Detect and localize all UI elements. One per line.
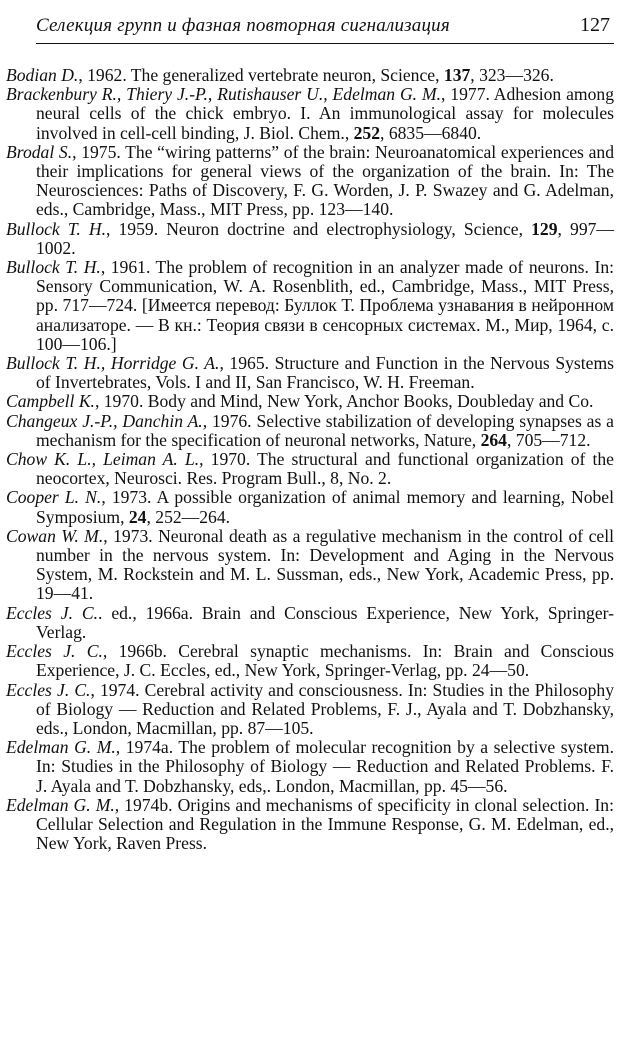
reference-entry (6, 258, 614, 354)
reference-text: , 705—712. (506, 429, 591, 450)
reference-entry (6, 527, 614, 604)
reference-author: Campbell K. (6, 391, 95, 412)
reference-volume: 137 (443, 65, 471, 85)
reference-volume: 252 (353, 122, 381, 143)
reference-text: , 1961. The problem of recognition in an analyzer made of neurons. In: Sensory Communication, W. A. Rosenblith, ed., Cambridge, Mass., MIT Press, pp. 717—724. [Имеется перевод: Буллок Т. Проблема узнавания в нейронном анализаторе. — В кн.: Теория связи в сенсорных системах. М., Мир, 1964, с. 100—106.] (36, 257, 615, 354)
reference-entry (6, 85, 614, 143)
reference-text: , 1974b. Origins and mechanisms of specificity in clonal selection. In: Cellular Selection and Regulation in the Immune Response, G. M. Edelman, ed., New York, Raven Press. (36, 794, 614, 854)
reference-entry (6, 392, 614, 411)
reference-entry (6, 488, 614, 526)
reference-entry (6, 220, 614, 258)
reference-entry (6, 354, 614, 392)
reference-text: , 1959. Neuron doctrine and electrophysiology, Science, (105, 218, 532, 239)
reference-author: Edelman G. M. (6, 737, 116, 758)
reference-volume: 24 (128, 506, 147, 527)
reference-text: . ed., 1966a. Brain and Conscious Experience, New York, Springer-Verlag. (36, 602, 614, 642)
reference-text: , 1977. Adhesion among neural cells of the chick embryo. I. An immunological assay for molecules involved in cell-cell binding, J. Biol. Chem., (36, 84, 614, 143)
reference-text: , 1965. Structure and Function in the Nervous Systems of Invertebrates, Vols. I and II, San Francisco, W. H. Freeman. (36, 353, 614, 393)
reference-entry (6, 642, 614, 680)
reference-author: Bullock T. H. (6, 218, 106, 239)
reference-text: , 1974a. The problem of molecular recognition by a selective system. In: Studies in the Philosophy of Biology — Reduction and Related Problems. F. J. Ayala and T. Dobzhansky, eds,. London, Macmillan, pp. 45—56. (36, 737, 614, 796)
reference-entry (6, 604, 614, 642)
reference-author: Chow K. L., Leiman A. L. (6, 449, 200, 470)
reference-author: Eccles J. C. (6, 602, 99, 623)
reference-author: Brodal S. (6, 141, 73, 162)
reference-entry (6, 738, 614, 796)
reference-text: , 1970. Body and Mind, New York, Anchor Books, Doubleday and Co. (94, 391, 594, 412)
running-head: Селекция групп и фазная повторная сигнализация (36, 15, 450, 36)
reference-volume: 129 (531, 218, 558, 239)
reference-text: , 1975. The “wiring patterns” of the brain: Neuroanatomical experiences and their implications for general views of the organization of the brain. In: The Neurosciences: Paths of Discovery, F. G. Worden, J. P. Swazey and G. Adelman, eds., Cambridge, Mass., MIT Press, pp. 123—140. (36, 141, 614, 220)
reference-text: , 1974. Cerebral activity and consciousness. In: Studies in the Philosophy of Biology — Reduction and Related Problems, F. J., Ayala and T. Dobzhansky, eds., London, Macmillan, pp. 87—105. (36, 679, 614, 738)
reference-author: Edelman G. M. (6, 794, 115, 815)
reference-author: Changeux J.-P., Danchin A. (6, 410, 203, 431)
reference-text: , 252—264. (146, 506, 231, 527)
reference-author: Cowan W. M. (6, 525, 104, 546)
reference-entry (6, 66, 614, 85)
reference-author: Bullock T. H. (6, 257, 101, 278)
reference-text: , 1973. A possible organization of animal memory and learning, Nobel Symposium, (36, 487, 614, 527)
reference-volume: 264 (480, 429, 507, 450)
reference-text: , 323—326. (470, 65, 554, 85)
reference-text: , 1973. Neuronal death as a regulative mechanism in the control of cell number in the nervous system. In: Development and Aging in the Nervous System, M. Rockstein and M. L. Sussman, eds., New York, Academic Press, pp. 19—41. (36, 525, 614, 604)
reference-text: , 1966b. Cerebral synaptic mechanisms. In: Brain and Conscious Experience, J. C. Eccles, ed., New York, Springer-Verlag, pp. 24—50. (36, 641, 614, 681)
reference-author: Eccles J. C. (6, 679, 91, 700)
reference-author: Bodian D. (6, 65, 79, 85)
reference-text: , 6835—6840. (380, 122, 482, 143)
page-header (36, 14, 614, 44)
reference-entry (6, 143, 614, 220)
reference-text: , 997—1002. (36, 218, 615, 258)
reference-entry (6, 412, 614, 450)
reference-text: , 1976. Selective stabilization of developing synapses as a mechanism for the specification of neuronal networks, Nature, (36, 410, 614, 450)
reference-text: , 1962. The generalized vertebrate neuron, Science, (78, 65, 444, 85)
reference-entry (6, 681, 614, 739)
reference-author: Eccles J. C. (6, 641, 103, 662)
reference-author: Brackenbury R., Thiery J.-P., Rutishauser U., Edelman G. M. (6, 84, 442, 105)
page-number: 127 (580, 14, 610, 36)
reference-entry (6, 796, 614, 854)
reference-author: Cooper L. N. (6, 487, 102, 508)
reference-list (6, 66, 614, 853)
reference-author: Bullock T. H., Horridge G. A. (6, 353, 220, 374)
reference-entry (6, 450, 614, 488)
reference-text: , 1970. The structural and functional organization of the neocortex, Neurosci. Res. Program Bull., 8, No. 2. (36, 449, 614, 489)
